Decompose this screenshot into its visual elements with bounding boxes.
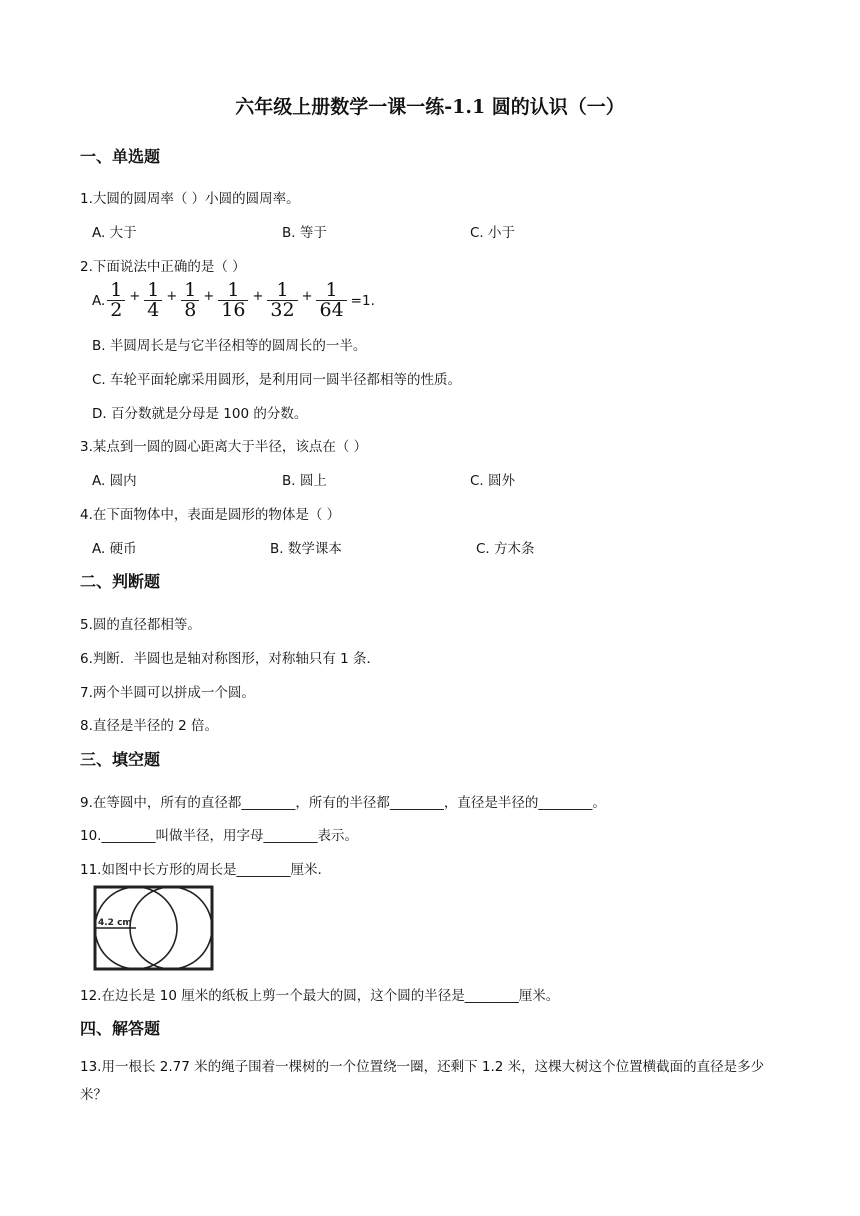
plus-sign: + [129, 289, 141, 304]
plus-sign: + [166, 289, 178, 304]
q4-option-c: C. 方木条 [476, 541, 535, 557]
q2-option-a-prefix: A. [92, 292, 106, 309]
radius-label: 4.2 cm [98, 918, 132, 928]
question-3: 3.某点到一圆的圆心距离大于半径，该点在（ ） [80, 439, 368, 455]
q3-option-b: B. 圆上 [282, 473, 327, 489]
plus-sign: + [252, 289, 264, 304]
section-heading-fill-blank: 三、填空题 [80, 750, 161, 769]
section-heading-solve: 四、解答题 [80, 1019, 161, 1038]
question-8: 8.直径是半径的 2 倍。 [80, 718, 219, 734]
fraction: $\frac{1}{32}$ [267, 281, 297, 320]
question-6: 6.判断．半圆也是轴对称图形，对称轴只有 1 条． [80, 651, 381, 667]
q2-option-b: B. 半圆周长是与它半径相等的圆周长的一半。 [92, 338, 367, 354]
q2-option-d: D. 百分数就是分母是 100 的分数。 [92, 406, 308, 422]
fraction: $\frac{1}{16}$ [218, 281, 248, 320]
question-4: 4.在下面物体中，表面是圆形的物体是（ ） [80, 507, 341, 523]
q1-option-c: C. 小于 [470, 225, 516, 241]
question-2: 2.下面说法中正确的是（ ） [80, 259, 246, 275]
question-5: 5.圆的直径都相等。 [80, 617, 201, 633]
question-11: 11.如图中长方形的周长是________厘米. [80, 862, 322, 878]
q4-option-b: B. 数学课本 [270, 541, 342, 557]
plus-sign: + [203, 289, 215, 304]
question-7: 7.两个半圆可以拼成一个圆。 [80, 685, 255, 701]
q1-option-a: A. 大于 [92, 225, 137, 241]
fraction: $\frac{1}{2}$ [107, 281, 125, 320]
q2-option-c: C. 车轮平面轮廓采用圆形，是利用同一圆半径都相等的性质。 [92, 372, 462, 388]
fraction: $\frac{1}{4}$ [144, 281, 162, 320]
plus-sign: + [301, 289, 313, 304]
page-title: 六年级上册数学一课一练-1.1 圆的认识（一） [235, 96, 625, 118]
section-heading-single-choice: 一、单选题 [80, 147, 161, 166]
question-12: 12.在边长是 10 厘米的纸板上剪一个最大的圆，这个圆的半径是________厘米。 [80, 988, 560, 1004]
q4-option-a: A. 硬币 [92, 541, 137, 557]
q3-option-a: A. 圆内 [92, 473, 137, 489]
q1-option-b: B. 等于 [282, 225, 327, 241]
q2-option-a-suffix: =1. [350, 292, 375, 309]
fraction: $\frac{1}{8}$ [181, 281, 199, 320]
question-10: 10.________叫做半径，用字母________表示。 [80, 828, 358, 844]
q3-option-c: C. 圆外 [470, 473, 516, 489]
fraction: $\frac{1}{64}$ [316, 281, 346, 320]
question-13: 13.用一根长 2.77 米的绳子围着一棵树的一个位置绕一圈，还剩下 1.2 米，这棵大树这个位置横截面的直径是多少米？ [80, 1059, 765, 1103]
section-heading-true-false: 二、判断题 [80, 572, 161, 591]
question-1: 1.大圆的圆周率（ ）小圆的圆周率。 [80, 191, 300, 207]
question-9: 9.在等圆中，所有的直径都________，所有的半径都________，直径是半径的________。 [80, 795, 606, 811]
q2-option-a [92, 281, 375, 320]
rectangle-circles-figure [92, 884, 216, 974]
